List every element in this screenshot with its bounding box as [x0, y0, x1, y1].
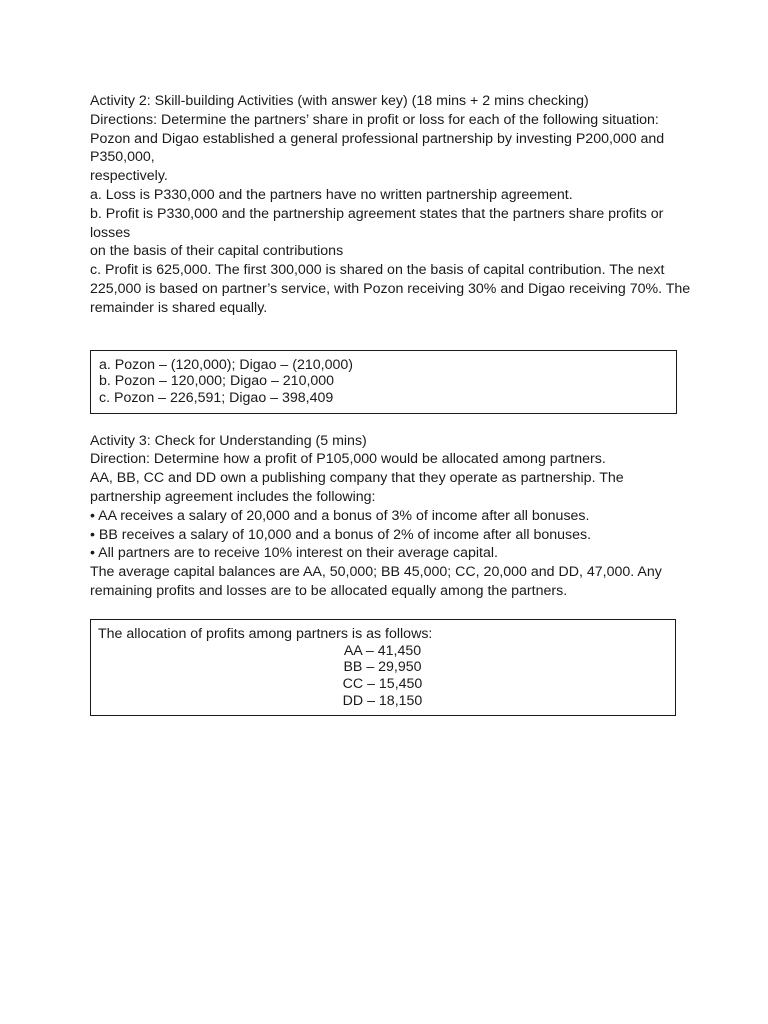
allocation-cc: CC – 15,450 [342, 676, 423, 693]
activity3-text-line: AA, BB, CC and DD own a publishing company that they operate as partnership. The [90, 470, 624, 487]
activity3-direction: Direction: Determine how a profit of P105,000 would be allocated among partners. [90, 451, 606, 468]
allocation-aa: AA – 41,450 [343, 642, 422, 659]
activity3-answer-box [90, 619, 676, 716]
activity2-item-a: a. Loss is P330,000 and the partners have no written partnership agreement. [90, 186, 573, 203]
activity3-bullet: • AA receives a salary of 20,000 and a bonus of 3% of income after all bonuses. [90, 507, 590, 524]
answer-b: b. Pozon – 120,000; Digao – 210,000 [99, 373, 335, 390]
activity2-item-b: b. Profit is P330,000 and the partnership agreement states that the partners share profits or [90, 205, 664, 222]
activity2-section [90, 92, 690, 318]
activity3-section [90, 432, 690, 601]
activity2-text-line: remainder is shared equally. [90, 299, 268, 316]
activity2-text-line: P350,000, [90, 149, 155, 166]
allocation-dd: DD – 18,150 [342, 692, 423, 709]
activity2-text-line: on the basis of their capital contributions [90, 243, 344, 260]
activity2-text-line: losses [90, 224, 131, 241]
activity3-text-line: partnership agreement includes the following: [90, 488, 376, 505]
answer-c: c. Pozon – 226,591; Digao – 398,409 [99, 390, 334, 407]
activity3-text-line: The average capital balances are AA, 50,000; BB 45,000; CC, 20,000 and DD, 47,000. Any [90, 564, 662, 581]
answer-a: a. Pozon – (120,000); Digao – (210,000) [99, 356, 353, 373]
activity2-title: Activity 2: Skill-building Activities (with answer key) (18 mins + 2 mins checking) [90, 93, 589, 109]
activity3-bullet: • BB receives a salary of 10,000 and a bonus of 2% of income after all bonuses. [90, 526, 592, 543]
allocation-bb: BB – 29,950 [343, 659, 422, 676]
activity2-item-c: c. Profit is 625,000. The first 300,000 is shared on the basis of capital contribution. The next [90, 262, 665, 279]
document-page [90, 92, 690, 716]
activity2-directions: Directions: Determine the partners’ share in profit or loss for each of the following situation: [90, 111, 659, 128]
activity3-text-line: remaining profits and losses are to be allocated equally among the partners. [90, 582, 568, 599]
activity2-text-line: 225,000 is based on partner’s service, with Pozon receiving 30% and Digao receiving 70%. The [90, 280, 691, 297]
activity2-answer-box [90, 350, 677, 414]
activity2-text-line: Pozon and Digao established a general professional partnership by investing P200,000 and [90, 130, 665, 147]
answer-intro: The allocation of profits among partners is as follows: [98, 625, 433, 642]
activity3-bullet: • All partners are to receive 10% interest on their average capital. [90, 545, 498, 562]
activity3-title: Activity 3: Check for Understanding (5 mins) [90, 432, 367, 449]
activity2-text-line: respectively. [90, 168, 168, 185]
